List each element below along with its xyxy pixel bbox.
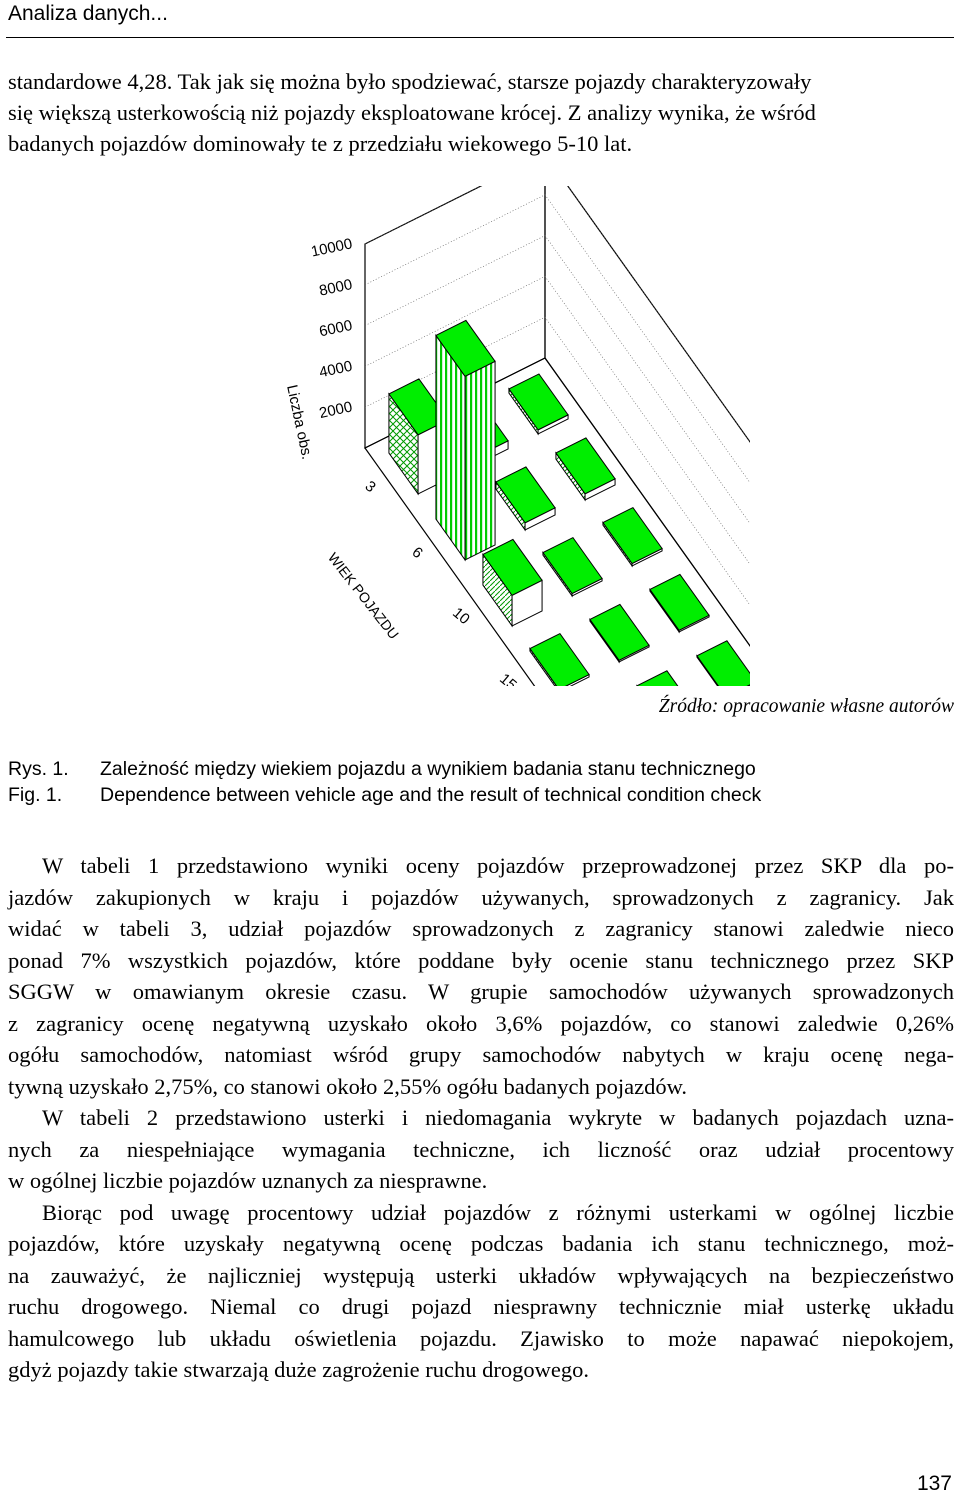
- body-line: SGGW w omawianym okresie czasu. W grupie samochodów używanych sprowadzonych: [8, 979, 954, 1004]
- running-header: Analiza danych...: [8, 2, 168, 25]
- intro-line: się większą usterkowością niż pojazdy eksploatowane krócej. Z analizy wynika, że wśród: [8, 100, 816, 125]
- side-wall: [545, 186, 750, 686]
- bar-bez-oceny-10: [603, 508, 662, 566]
- z-tick-label: 2000: [317, 398, 354, 423]
- page-number: 137: [916, 1472, 952, 1495]
- bar-pozytywny-15: [530, 634, 589, 686]
- caption-fig-label: Fig. 1.: [8, 784, 63, 806]
- header-rule: [6, 37, 954, 38]
- body-line: pojazdów, które uzyskały negatywną ocenę podczas badania ich stanu technicznego, moż-: [8, 1231, 954, 1256]
- x-tick-label: 3: [361, 477, 379, 497]
- bar-bez-oceny-3: [509, 374, 568, 434]
- bar-top-face: [530, 634, 589, 686]
- z-tick-label: 4000: [317, 357, 354, 382]
- bar-negatywny-20: [637, 671, 696, 686]
- bar-bez-oceny-20: [697, 641, 750, 686]
- z-tick-label: 10000: [309, 235, 354, 261]
- body-text: [8, 850, 954, 1386]
- x-tick-label: 15: [496, 670, 520, 686]
- body-line: widać w tabeli 3, udział pojazdów sprowadzonych z zagranicy stanowi zaledwie nieco: [8, 916, 954, 941]
- caption-rys-label: Rys. 1.: [8, 758, 69, 780]
- bar-pozytywny-10: [483, 539, 542, 626]
- bar-top-face: [637, 671, 696, 686]
- bar-pozytywny-6: [436, 320, 495, 560]
- x-tick-label: 6: [408, 543, 426, 563]
- body-line: W tabeli 2 przedstawiono usterki i niedomagania wykryte w badanych pojazdach uzna-: [42, 1105, 954, 1130]
- body-line: hamulcowego lub układu oświetlenia pojazdu. Zjawisko to może napawać niepokojem,: [8, 1325, 954, 1351]
- x-tick-label: 10: [449, 604, 473, 629]
- body-line: jazdów zakupionych w kraju i pojazdów używanych, sprowadzonych z zagranicy. Jak: [8, 884, 954, 910]
- body-line: gdyż pojazdy takie stwarzają duże zagrożenie ruchu drogowego.: [8, 1357, 589, 1382]
- z-axis-label: Liczba obs.: [283, 383, 316, 462]
- body-line: W tabeli 1 przedstawiono wyniki oceny pojazdów przeprowadzonej przez SKP dla po-: [42, 853, 954, 878]
- z-tick-label: 6000: [317, 316, 354, 341]
- caption-fig-text: Dependence between vehicle age and the result of technical condition check: [100, 784, 762, 806]
- chart-bars: [389, 320, 750, 686]
- body-line: z zagranicy ocenę negatywną uzyskało około 3,6% pojazdów, co stanowi zaledwie 0,26%: [8, 1010, 954, 1036]
- bar-negatywny-10: [543, 538, 602, 596]
- paragraph: [8, 1197, 954, 1386]
- body-line: ponad 7% wszystkich pojazdów, które poddane były ocenie stanu technicznego przez SKP: [8, 947, 954, 973]
- body-line: w ogólnej liczbie pojazdów uznanych za niesprawne.: [8, 1168, 488, 1193]
- chart-svg: [190, 186, 750, 686]
- z-tick-label: 8000: [317, 276, 354, 300]
- paragraph: [8, 850, 954, 1102]
- intro-line: standardowe 4,28. Tak jak się można było spodziewać, starsze pojazdy charakteryzowały: [8, 69, 812, 94]
- body-line: ogółu samochodów, natomiast wśród grupy samochodów nabytych w kraju ocenę nega-: [8, 1042, 954, 1067]
- figure-source: Źródło: opracowanie własne autorów: [658, 696, 954, 717]
- body-line: nych za niespełniające wymagania techniczne, ich liczność oraz udział procentowy: [8, 1136, 954, 1162]
- paragraph: [8, 1102, 954, 1197]
- bar-negatywny-15: [590, 604, 649, 662]
- figure-3d-bar-chart: [190, 186, 750, 686]
- caption-rys-text: Zależność między wiekiem pojazdu a wynikiem badania stanu technicznego: [100, 758, 756, 780]
- body-line: na zauważyć, że najliczniej występują usterki układów wpływających na bezpieczeństwo: [8, 1262, 954, 1288]
- intro-line: badanych pojazdów dominowały te z przedziału wiekowego 5-10 lat.: [8, 131, 633, 156]
- body-line: tywną uzyskało 2,75%, co stanowi około 2,55% ogółu badanych pojazdów.: [8, 1073, 688, 1099]
- body-line: Biorąc pod uwagę procentowy udział pojazdów z różnymi usterkami w ogólnej liczbie: [42, 1199, 954, 1225]
- bar-top-face: [697, 641, 750, 686]
- bar-bez-oceny-15: [650, 574, 709, 632]
- bar-side-face: [465, 361, 495, 560]
- intro-paragraph: [8, 66, 954, 159]
- x-axis-label: WIEK POJAZDU: [324, 549, 403, 643]
- bar-negatywny-6: [496, 467, 555, 530]
- body-line: ruchu drogowego. Niemal co drugi pojazd niesprawny technicznie miał usterkę układu: [8, 1294, 954, 1319]
- bar-bez-oceny-6: [556, 438, 615, 500]
